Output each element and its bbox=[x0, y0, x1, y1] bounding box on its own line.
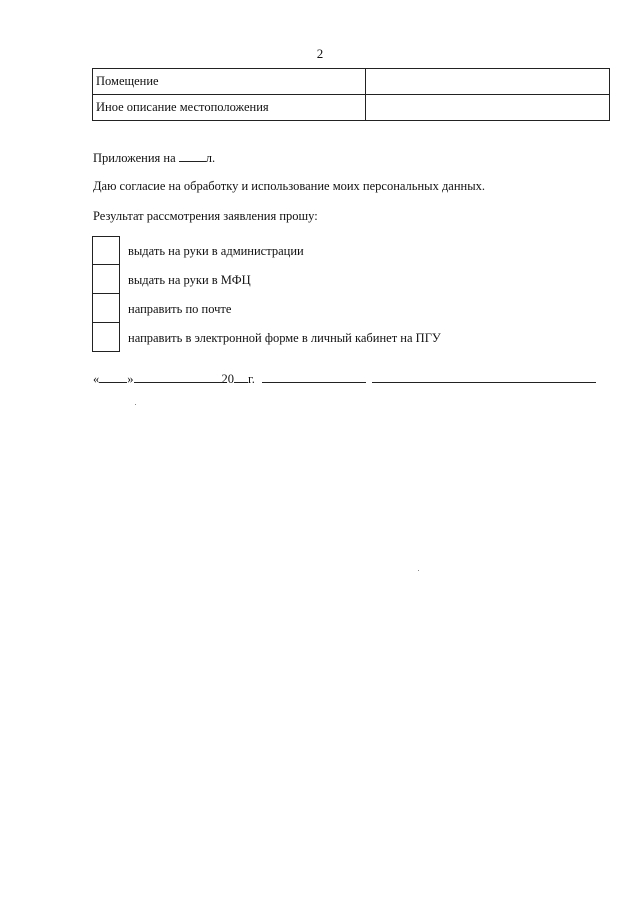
year-field[interactable] bbox=[234, 371, 248, 383]
table-cell-value[interactable] bbox=[366, 95, 610, 121]
option-checkbox[interactable] bbox=[92, 265, 120, 294]
table-row bbox=[93, 69, 610, 95]
scan-speck bbox=[418, 570, 419, 571]
attachments-prefix: Приложения на bbox=[93, 151, 176, 165]
scan-speck bbox=[135, 404, 136, 405]
month-field[interactable] bbox=[134, 371, 222, 383]
table-cell-value[interactable] bbox=[366, 69, 610, 95]
signature-field[interactable] bbox=[262, 371, 366, 383]
attachments-suffix: л. bbox=[205, 151, 216, 165]
table-row bbox=[93, 95, 610, 121]
consent-text: Даю согласие на обработку и использование моих персональных данных. bbox=[93, 179, 486, 193]
option-label: выдать на руки в МФЦ bbox=[128, 273, 251, 287]
year-suffix: г. bbox=[248, 372, 255, 386]
location-table bbox=[92, 68, 610, 121]
attachments-count-field[interactable] bbox=[179, 150, 206, 162]
table-cell-label: Иное описание местоположения bbox=[93, 95, 366, 121]
table-cell-label: Помещение bbox=[93, 69, 366, 95]
open-quote: « bbox=[93, 372, 100, 386]
option-label: направить по почте bbox=[128, 302, 232, 316]
page-number: 2 bbox=[316, 46, 324, 61]
result-heading: Результат рассмотрения заявления прошу: bbox=[93, 209, 318, 223]
date-signature-line bbox=[93, 371, 596, 387]
option-checkbox[interactable] bbox=[92, 294, 120, 323]
option-checkbox[interactable] bbox=[92, 323, 120, 352]
close-quote: » bbox=[127, 372, 134, 386]
year-prefix: 20 bbox=[221, 372, 234, 386]
option-label: выдать на руки в администрации bbox=[128, 244, 304, 258]
option-label: направить в электронной форме в личный кабинет на ПГУ bbox=[128, 331, 441, 345]
option-checkbox[interactable] bbox=[92, 236, 120, 265]
name-field[interactable] bbox=[372, 371, 596, 383]
day-field[interactable] bbox=[99, 371, 127, 383]
attachments-line bbox=[93, 150, 215, 166]
